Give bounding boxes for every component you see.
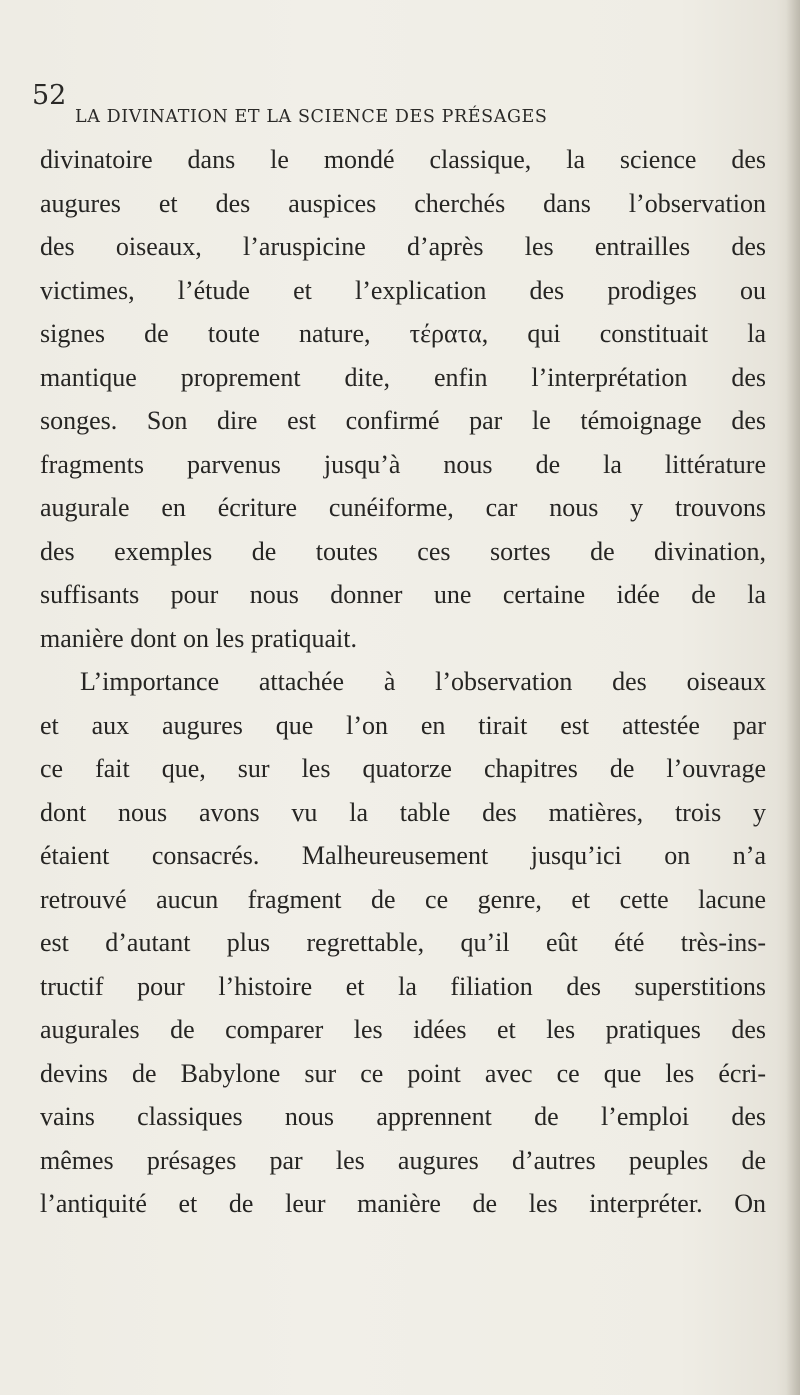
page-edge-shadow [786, 0, 800, 1395]
text-line: mêmes présages par les augures d’autres peuples de [40, 1145, 766, 1175]
text-line: tructif pour l’histoire et la filiation des superstitions [40, 971, 766, 1001]
text-line: devins de Babylone sur ce point avec ce que les écri- [40, 1058, 766, 1088]
text-line: retrouvé aucun fragment de ce genre, et cette lacune [40, 884, 766, 914]
paragraph-end-line: manière dont on les pratiquait. [40, 623, 357, 653]
text-line: divinatoire dans le mondé classique, la science des [40, 145, 766, 174]
running-title: LA DIVINATION ET LA SCIENCE DES PRÉSAGES [75, 107, 548, 127]
text-line: vains classiques nous apprennent de l’emploi des [40, 1102, 766, 1131]
text-line: des oiseaux, l’aruspicine d’après les entrailles des [40, 232, 766, 261]
text-line: l’antiquité et de leur manière de les interpréter. On [40, 1189, 766, 1218]
text-line: est d’autant plus regrettable, qu’il eût été très-ins- [40, 928, 766, 957]
text-line: augures et des auspices cherchés dans l’observation [40, 188, 766, 218]
text-line: songes. Son dire est confirmé par le témoignage des [40, 406, 766, 435]
paragraph-start-line: L’importance attachée à l’observation des oiseaux [80, 667, 766, 696]
text-line: étaient consacrés. Malheureusement jusqu’ici on n’a [40, 841, 766, 870]
text-line: augurale en écriture cunéiforme, car nous y trouvons [40, 493, 766, 522]
text-line: ce fait que, sur les quatorze chapitres de l’ouvrage [40, 754, 766, 783]
text-line: mantique proprement dite, enfin l’interprétation des [40, 362, 766, 392]
text-line: augurales de comparer les idées et les pratiques des [40, 1015, 766, 1044]
body-text [40, 138, 766, 1226]
text-line: dont nous avons vu la table des matières, trois y [40, 797, 766, 827]
text-line: suffisants pour nous donner une certaine idée de la [40, 580, 766, 609]
text-line: des exemples de toutes ces sortes de divination, [40, 536, 766, 566]
text-line: victimes, l’étude et l’explication des prodiges ou [40, 275, 766, 305]
text-line: et aux augures que l’on en tirait est attestée par [40, 710, 766, 740]
page-number: 52 [32, 80, 67, 111]
text-line: fragments parvenus jusqu’à nous de la littérature [40, 449, 766, 479]
text-line: signes de toute nature, τέρατα, qui constituait la [40, 319, 766, 348]
page-header [32, 80, 772, 127]
